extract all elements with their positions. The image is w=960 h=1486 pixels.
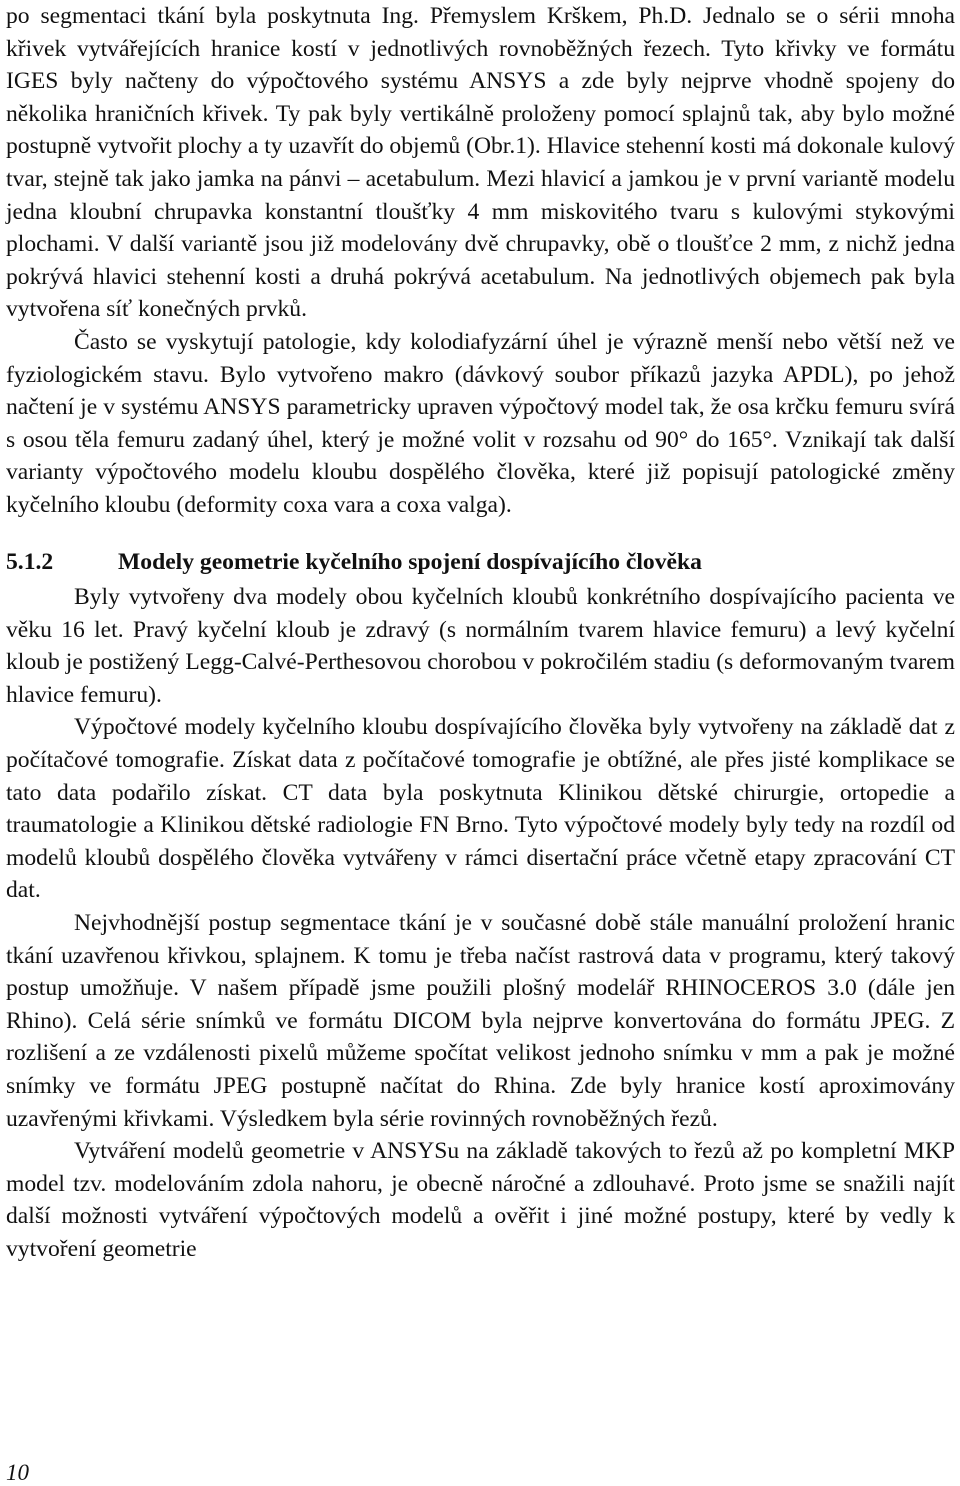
paragraph-models: Byly vytvořeny dva modely obou kyčelních kloubů konkrétního dospívajícího pacienta ve věku 16 let. Pravý kyčelní kloub je zdravý (s normálním tvarem hlavice femuru) a levý kyčelní kloub je postižený Legg-Calvé-Perthesovou chorobou v pokročilém stadiu (s deformovaným tvarem hlavice femuru).	[6, 584, 955, 708]
paragraph-ct-data: Výpočtové modely kyčelního kloubu dospívajícího člověka byly vytvořeny na základě dat z počítačové tomografie. Získat data z počítačové tomografie je obtížné, ale přes jisté komplikace se tato data podařilo získat. CT data byla poskytnuta Klinikou dětské chirurgie, ortopedie a traumatologie a Klinikou dětské radiologie FN Brno. Tyto výpočtové modely byly tedy na rozdíl od modelů kloubů dospělého člověka vytvářeny v rámci disertační práce včetně etapy zpracování CT dat.	[6, 714, 955, 904]
section-number: 5.1.2	[6, 548, 54, 575]
section-title: Modely geometrie kyčelního spojení dospívajícího člověka	[118, 548, 702, 575]
paragraph-segmentation: Nejvhodnější postup segmentace tkání je v současné době stále manuální proložení hranic tkání uzavřenou křivkou, splajnem. K tomu je třeba načíst rastrová data v programu, který takový postup umožňuje. V našem případě jsme použili plošný modelář RHINOCEROS 3.0 (dále jen Rhino). Celá série snímků ve formátu DICOM byla nejprve konvertována do formátu JPEG. Z rozlišení a ze vzdálenosti pixelů můžeme spočítat velikost jednoho snímku v mm a pak je možné snímky ve formátu JPEG postupně načítat do Rhina. Zde byly hranice kostí aproximovány uzavřenými křivkami. Výsledkem byla série rovinných rovnoběžných řezů.	[6, 910, 955, 1132]
section-heading	[6, 546, 955, 579]
document-page	[6, 0, 955, 1266]
paragraph-pathology: Často se vyskytují patologie, kdy kolodiafyzární úhel je výrazně menší nebo větší než ve fyziologickém stavu. Bylo vytvořeno makro (dávkový soubor příkazů jazyka APDL), po jehož načtení je v systému ANSYS parametricky upraven výpočtový model tak, že osa krčku femuru svírá s osou těla femuru zadaný úhel, který je možné volit v rozsahu od 90° do 165°. Vznikají tak další varianty výpočtového modelu kloubu dospělého člověka, které již popisují patologické změny kyčelního kloubu (deformity coxa vara a coxa valga).	[6, 328, 955, 518]
paragraph-continuation: po segmentaci tkání byla poskytnuta Ing. Přemyslem Krškem, Ph.D. Jednalo se o sérii mnoha křivek vytvářejících hranice kostí v jednotlivých rovnoběžných řezech. Tyto křivky ve formátu IGES byly načteny do výpočtového systému ANSYS a zde byly nejprve vhodně spojeny do několika hraničních křivek. Ty pak byly vertikálně proloženy pomocí splajnů tak, aby bylo možné postupně vytvořit plochy a ty uzavřít do objemů (Obr.1). Hlavice stehenní kosti má dokonale kulový tvar, stejně tak jako jamka na pánvi – acetabulum. Mezi hlavicí a jamkou je v první variantě modelu jedna kloubní chrupavka konstantní tloušťky 4 mm miskovitého tvaru s kulovými stykovými plochami. V další variantě jsou již modelovány dvě chrupavky, obě o tloušťce 2 mm, z nichž jedna pokrývá hlavici stehenní kosti a druhá pokrývá acetabulum. Na jednotlivých objemech pak byla vytvořena síť konečných prvků.	[6, 3, 955, 323]
page-number: 10	[6, 1460, 29, 1485]
paragraph-ansys: Vytváření modelů geometrie v ANSYSu na základě takových to řezů až po kompletní MKP model tzv. modelováním zdola nahoru, je obecně náročné a zdlouhavé. Proto jsme se snažili najít další možnosti vytváření výpočtových modelů a ověřit i jiné možné postupy, které by vedly k vytvoření geometrie	[6, 1138, 955, 1262]
